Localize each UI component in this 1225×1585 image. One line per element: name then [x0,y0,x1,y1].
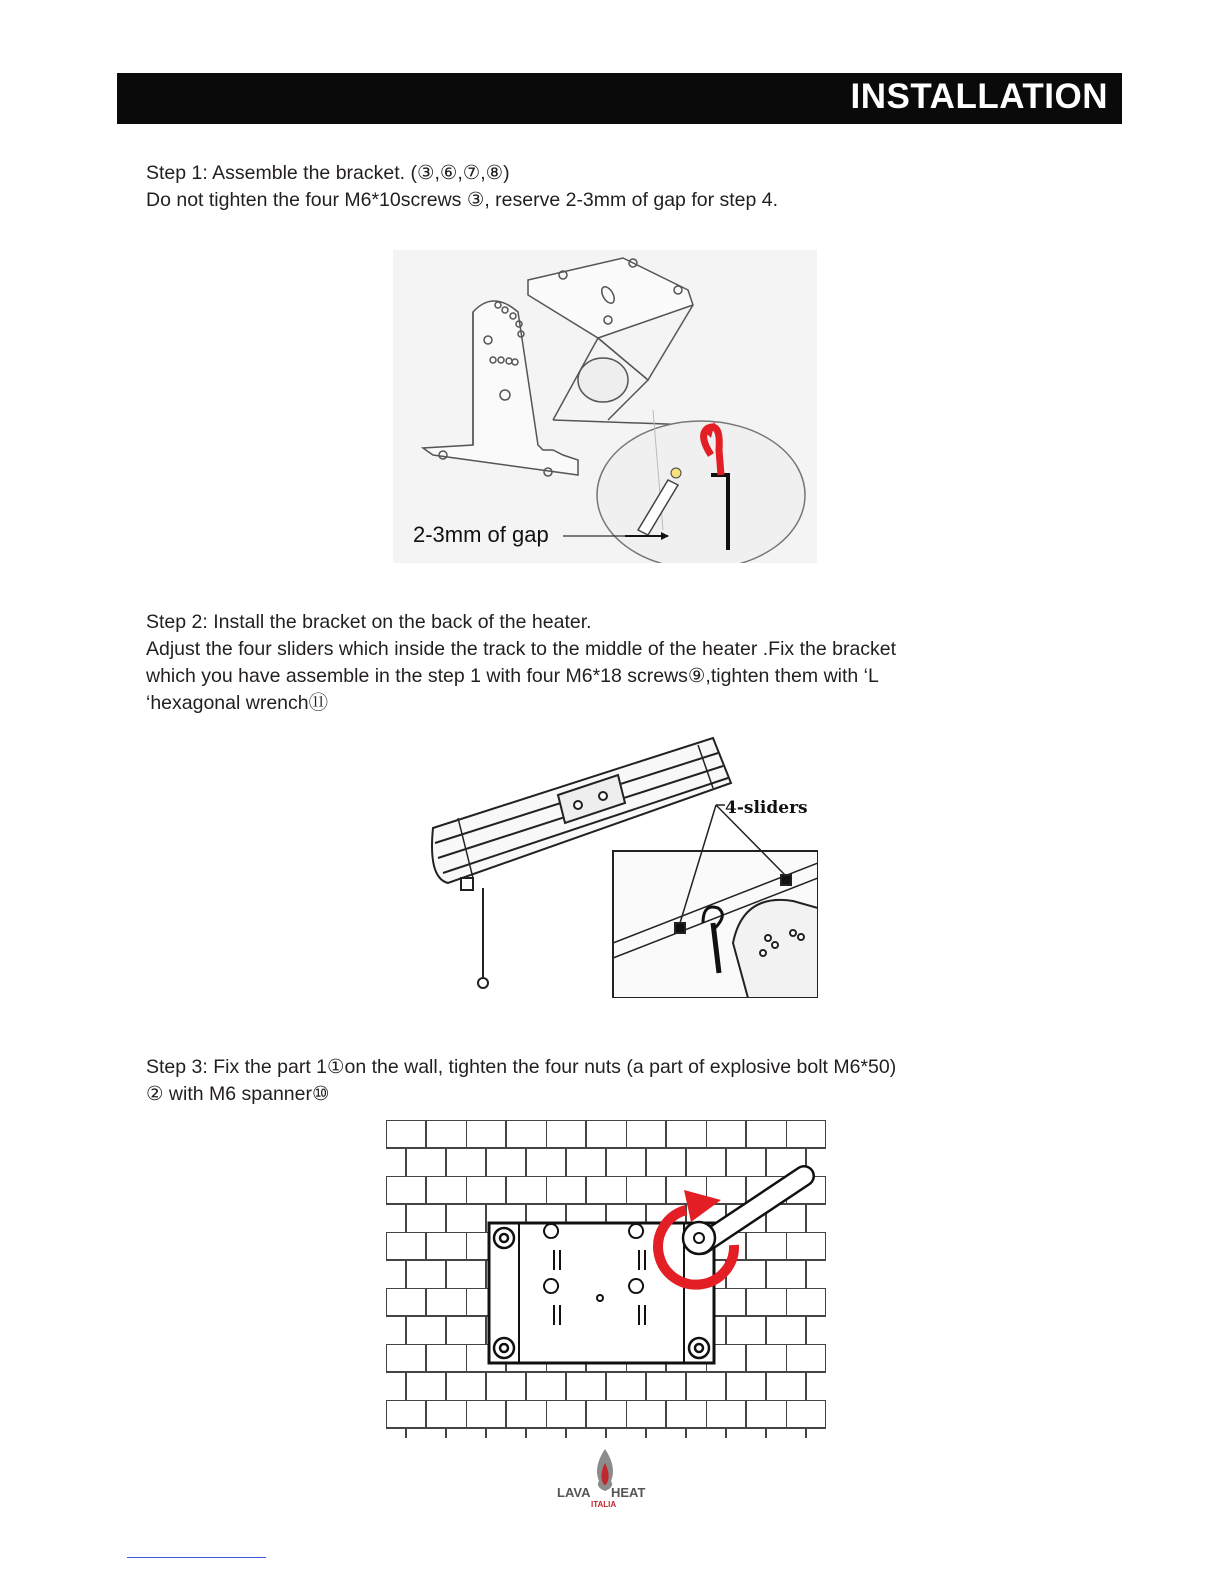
step2-line-3: which you have assemble in the step 1 with four M6*18 screws⑨,tighten them with ‘L [146,665,879,687]
step3-text [146,1054,1026,1108]
footer-link-underline [127,1557,266,1558]
step3-line-2: ② with M6 spanner⑩ [146,1083,330,1105]
step1-bracket-figure [393,250,817,563]
step2-heater-figure [413,733,818,998]
section-header-bar [117,73,1122,124]
logo-sub: ITALIA [591,1500,617,1509]
step1-line-2: Do not tighten the four M6*10screws ③, reserve 2-3mm of gap for step 4. [146,189,779,211]
step3-wall-figure [386,1120,826,1440]
sliders-label: 4-sliders [725,798,808,818]
step2-line-1: Step 2: Install the bracket on the back of the heater. [146,611,592,633]
step2-text [146,609,1026,717]
logo-word-left: LAVA [557,1485,591,1500]
lavaheat-logo [555,1447,655,1509]
logo-word-right: HEAT [611,1485,646,1500]
section-title: INSTALLATION [850,77,1108,116]
step1-text [146,160,1026,214]
gap-label: 2-3mm of gap [413,522,549,547]
step1-line-1: Step 1: Assemble the bracket. (③,⑥,⑦,⑧) [146,162,510,184]
step3-line-1: Step 3: Fix the part 1①on the wall, tighten the four nuts (a part of explosive bolt M6*50) [146,1056,897,1078]
mounting-plate [489,1223,714,1363]
step2-line-4: ‘hexagonal wrench⑪ [146,692,329,714]
step2-line-2: Adjust the four sliders which inside the track to the middle of the heater .Fix the bracket [146,638,897,660]
